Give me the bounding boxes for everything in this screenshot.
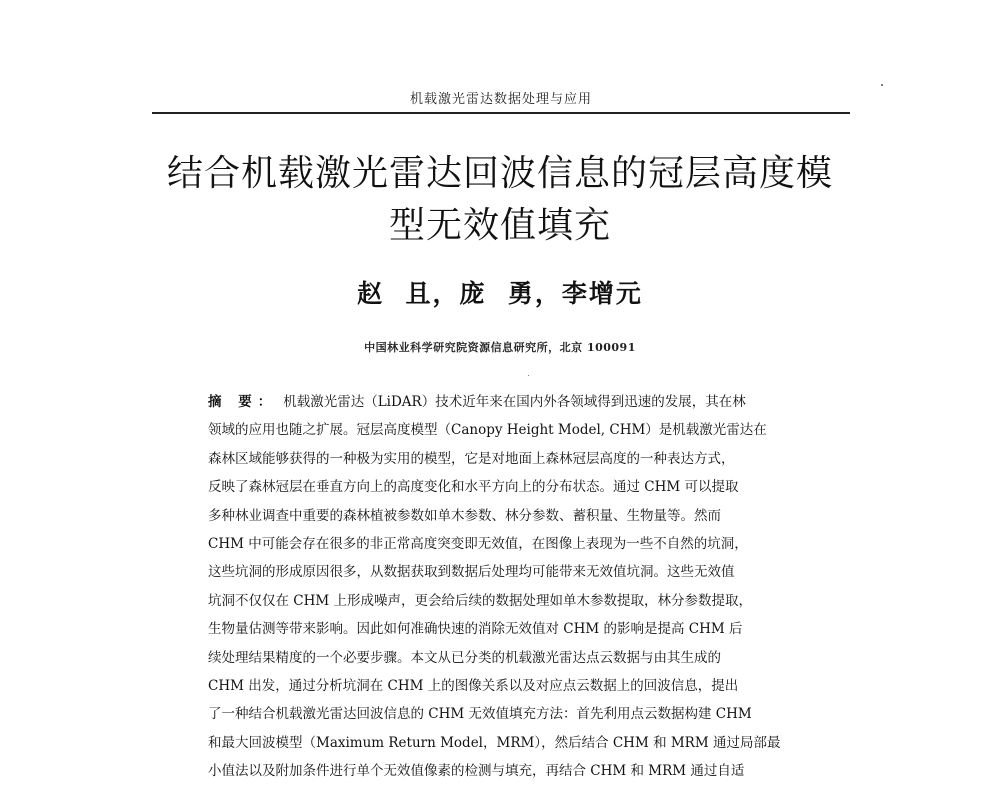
- abstract-line: [208, 388, 786, 416]
- abstract-line: 反映了森林冠层在垂直方向上的高度变化和水平方向上的分布状态。通过 CHM 可以提取: [208, 479, 739, 496]
- abstract-line: 小值法以及附加条件进行单个无效值像素的检测与填充，再结合 CHM 和 MRM 通过自适: [208, 763, 745, 780]
- abstract-line: 续处理结果精度的一个必要步骤。本文从已分类的机载激光雷达点云数据与由其生成的: [208, 649, 721, 666]
- paper-title: [150, 148, 850, 252]
- authors: 赵 且，庞 勇，李增元: [357, 279, 643, 308]
- abstract-line: CHM 出发，通过分析坑洞在 CHM 上的图像关系以及对应点云数据上的回波信息，提出: [208, 677, 739, 694]
- abstract-line: 和最大回波模型（Maximum Return Model，MRM），然后结合 CHM 和 MRM 通过局部最: [208, 734, 781, 751]
- abstract-line: 了一种结合机载激光雷达回波信息的 CHM 无效值填充方法：首先利用点云数据构建 CHM: [208, 706, 752, 723]
- scan-speck: [881, 84, 883, 86]
- abstract-line: 多种林业调查中重要的森林植被参数如单木参数、林分参数、蓄积量、生物量等。然而: [208, 507, 721, 524]
- running-header: 机载激光雷达数据处理与应用: [409, 92, 592, 107]
- header-rule: [152, 112, 850, 114]
- scan-speck: [528, 375, 529, 376]
- abstract-line: 这些坑洞的形成原因很多，从数据获取到数据后处理均可能带来无效值坑洞。这些无效值: [208, 564, 735, 581]
- abstract-line-text: 机载激光雷达（LiDAR）技术近年来在国内外各领域得到迅速的发展，其在林: [283, 394, 746, 410]
- paper-title-line-1: 结合机载激光雷达回波信息的冠层高度模: [166, 153, 833, 194]
- affiliation: 中国林业科学研究院资源信息研究所，北京 100091: [364, 341, 636, 354]
- abstract-label: 摘 要：: [208, 394, 278, 410]
- abstract-line: 森林区域能够获得的一种极为实用的模型，它是对地面上森林冠层高度的一种表达方式，: [208, 450, 735, 467]
- abstract-line: CHM 中可能会存在很多的非正常高度突变即无效值，在图像上表现为一些不自然的坑洞，: [208, 535, 748, 552]
- abstract-line: 领域的应用也随之扩展。冠层高度模型（Canopy Height Model, CHM）是机载激光雷达在: [208, 422, 767, 439]
- abstract-line: 坑洞不仅仅在 CHM 上形成噪声，更会给后续的数据处理如单木参数提取，林分参数提取，: [208, 592, 753, 609]
- abstract-line: 生物量估测等带来影响。因此如何准确快速的消除无效值对 CHM 的影响是提高 CHM 后: [208, 621, 743, 638]
- abstract: [208, 388, 786, 785]
- paper-title-line-2: 型无效值填充: [388, 205, 611, 246]
